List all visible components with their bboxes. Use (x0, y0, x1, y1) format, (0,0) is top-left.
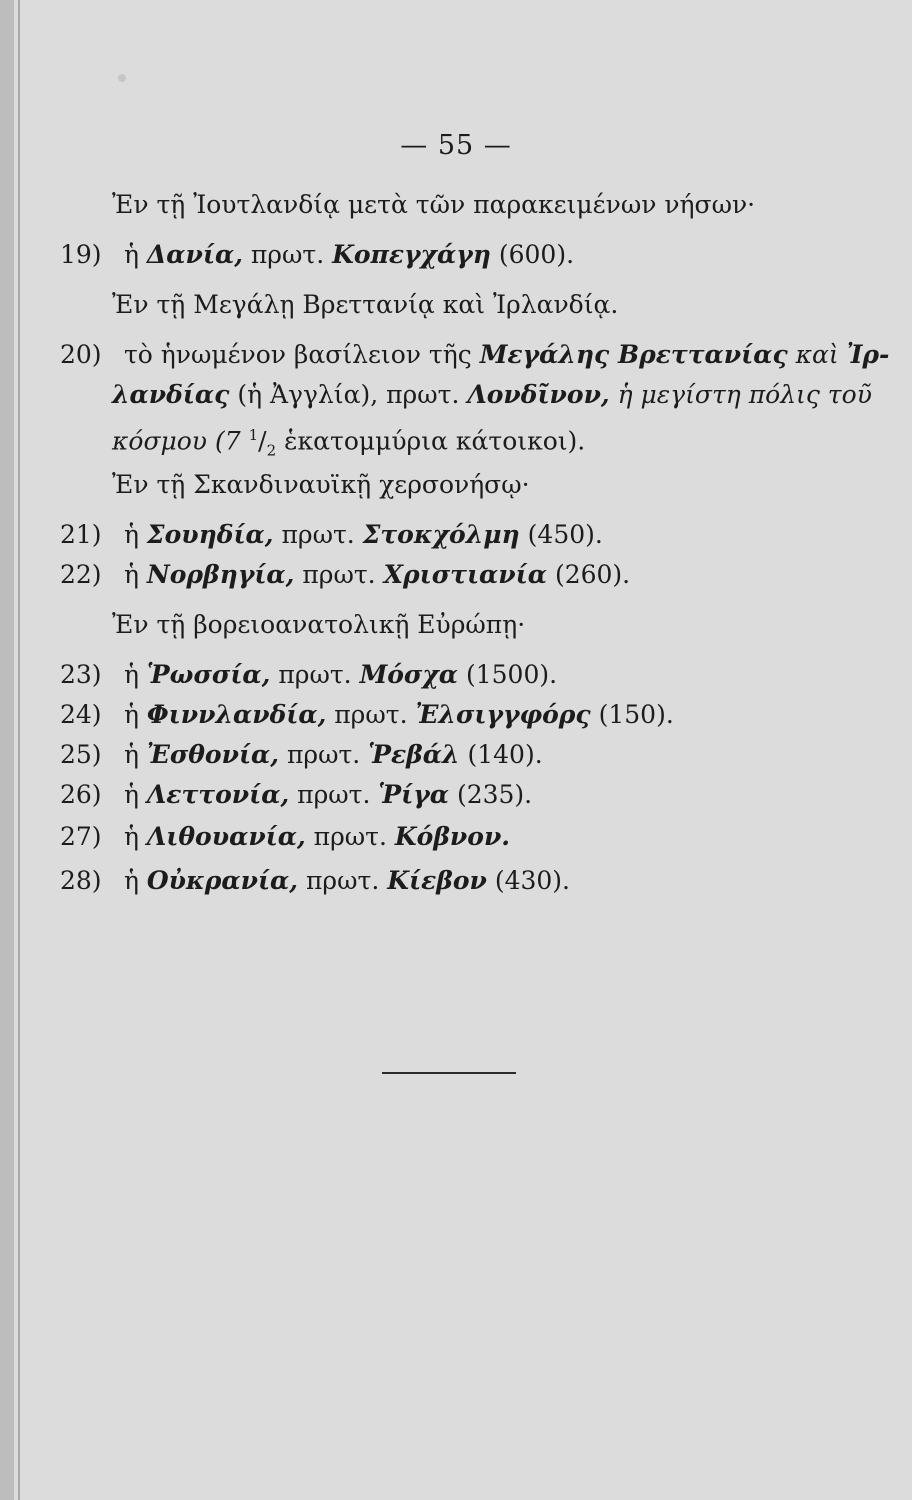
entry-number: 25) (60, 740, 102, 769)
section-heading-northeast: Ἐν τῇ βορειοανατολικῇ Εὐρώπῃ· (112, 610, 526, 639)
entry-number: 22) (60, 560, 102, 589)
capital-name: Ῥίγα (378, 780, 449, 809)
capital-name: Στοκχόλμη (362, 520, 520, 549)
entry-number: 21) (60, 520, 102, 549)
capital-abbr: πρωτ. (281, 520, 355, 549)
country-name: Δανία, (146, 240, 243, 269)
capital-name: Ῥεβάλ (368, 740, 460, 769)
entry-article: ἡ (123, 660, 139, 689)
entry-article: ἡ (123, 780, 139, 809)
entry-28 (60, 866, 570, 896)
capital-note-end: κόσμου (7 (112, 426, 241, 456)
entry-24 (60, 700, 674, 730)
population: (1500). (465, 660, 558, 689)
entry-article: ἡ (123, 866, 139, 895)
population: (450). (527, 520, 603, 549)
conjunction: καὶ (795, 340, 839, 369)
capital-name: Χριστιανία (383, 560, 547, 589)
population: (235). (456, 780, 533, 809)
entry-number: 24) (60, 700, 102, 729)
entry-27 (60, 822, 510, 852)
fraction-numerator: 1 (248, 426, 259, 444)
country-name: Λιθουανία, (146, 822, 306, 851)
population: (430). (494, 866, 570, 895)
entry-article: ἡ (123, 520, 139, 549)
entry-number: 23) (60, 660, 102, 689)
country-name: Οὐκρανία, (146, 866, 299, 895)
section-end-rule (382, 1072, 516, 1074)
capital-name: Κίεβον (387, 866, 487, 895)
capital-name: Λονδῖνον, (467, 380, 610, 409)
population: (150). (598, 700, 674, 729)
capital-abbr: πρωτ. (313, 822, 387, 851)
fraction-denominator: 2 (266, 441, 277, 460)
entry-20 (60, 340, 889, 370)
entry-number: 20) (60, 340, 102, 369)
section-heading-jutland: Ἐν τῇ Ἰουτλανδίᾳ μετὰ τῶν παρακειμένων νήσων· (112, 190, 756, 219)
capital-abbr: πρωτ. (286, 740, 361, 769)
entry-26 (60, 780, 532, 810)
country-name: Νορβηγία, (146, 560, 295, 589)
entry-20-line-3: κόσμου (7 $^1/_2$ ἑκατομμύρια κάτοικοι). (112, 426, 586, 460)
entry-22 (60, 560, 630, 590)
country-name-end: λανδίας (112, 380, 230, 409)
entry-article: ἡ (123, 740, 139, 769)
capital-note: ἡ μεγίστη πόλις τοῦ (617, 380, 872, 409)
capital-name: Μόσχα (359, 660, 459, 689)
country-name-hyphenated: Ἰρ- (846, 340, 890, 369)
population: (600). (498, 240, 575, 269)
entry-article: ἡ (123, 700, 139, 729)
entry-article: ἡ (123, 240, 139, 269)
population: (260). (554, 560, 631, 589)
country-name: Σουηδία, (146, 520, 274, 549)
country-name: Μεγάλης Βρεττανίας (479, 340, 788, 369)
country-name: Ἐσθονία, (146, 740, 279, 769)
page-edge-shadow (0, 0, 14, 1500)
entry-number: 19) (60, 240, 102, 269)
entry-lead-text: τὸ ἡνωμένον βασίλειον τῆς (123, 340, 472, 369)
entry-19 (60, 240, 574, 270)
entry-article: ἡ (123, 822, 139, 851)
capital-abbr: πρωτ. (334, 700, 408, 729)
entry-number: 28) (60, 866, 102, 895)
capital-note-tail: ἑκατομμύρια κάτοικοι). (284, 426, 586, 456)
capital-name: Κοπεγχάγη (332, 240, 491, 269)
country-name: Ῥωσσία, (146, 660, 271, 689)
capital-name: Ἐλσιγγφόρς (415, 700, 591, 729)
capital-abbr: πρωτ. (297, 780, 371, 809)
entry-article: ἡ (123, 560, 139, 589)
entry-21 (60, 520, 603, 550)
capital-name: Κόβνον. (394, 822, 510, 851)
population: (140). (467, 740, 543, 769)
section-heading-scandinavia: Ἐν τῇ Σκανδιναυϊκῇ χερσονήσῳ· (112, 470, 530, 499)
capital-abbr: πρωτ. (250, 240, 325, 269)
capital-abbr: πρωτ. (305, 866, 380, 895)
country-alias: (ἡ Ἀγγλία), πρωτ. (237, 380, 460, 409)
entry-25 (60, 740, 543, 770)
capital-abbr: πρωτ. (302, 560, 376, 589)
country-name: Φιννλανδία, (146, 700, 327, 729)
page-number: — 55 — (400, 130, 512, 161)
entry-23 (60, 660, 557, 690)
section-heading-britain: Ἐν τῇ Μεγάλῃ Βρεττανίᾳ καὶ Ἰρλανδίᾳ. (112, 290, 619, 319)
paper-speck (118, 74, 126, 82)
page-edge-line (18, 0, 20, 1500)
capital-abbr: πρωτ. (278, 660, 352, 689)
entry-number: 27) (60, 822, 102, 851)
entry-20-line-2 (112, 380, 872, 410)
entry-number: 26) (60, 780, 102, 809)
country-name: Λεττονία, (146, 780, 290, 809)
